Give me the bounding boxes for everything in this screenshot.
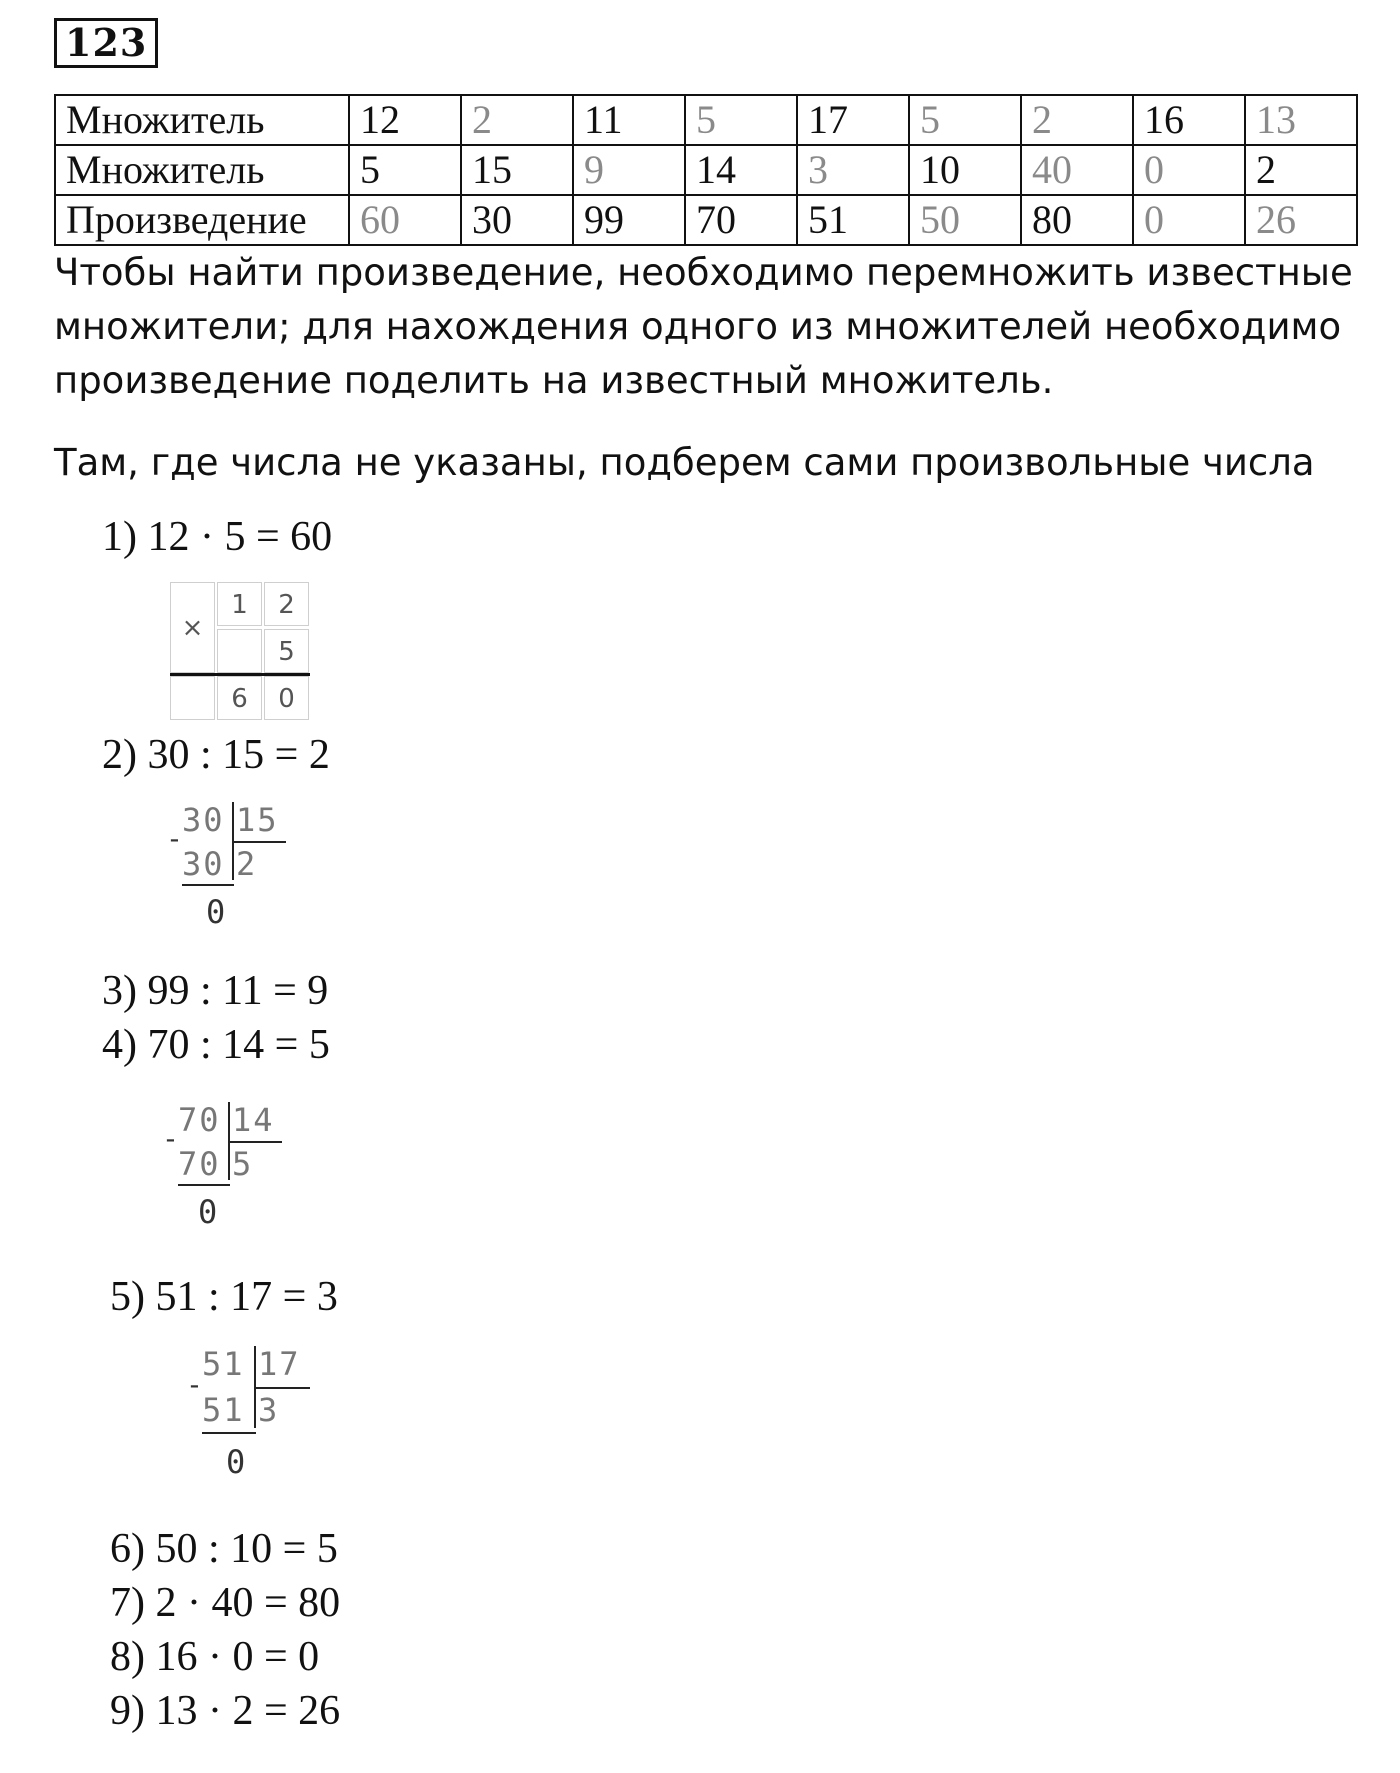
row-label: Произведение bbox=[55, 195, 349, 245]
step-3: 3) 99 : 11 = 9 bbox=[102, 968, 329, 1014]
note-text: Там, где числа не указаны, подберем сами произвольные числа bbox=[54, 441, 1315, 484]
dividend: 70 bbox=[178, 1101, 221, 1139]
table-cell-given: 11 bbox=[573, 95, 685, 145]
table-cell-found: 50 bbox=[909, 195, 1021, 245]
table-cell-given: 15 bbox=[461, 145, 573, 195]
divisor-underline bbox=[228, 1141, 282, 1143]
table-cell-given: 16 bbox=[1133, 95, 1245, 145]
step-2: 2) 30 : 15 = 2 bbox=[102, 732, 330, 778]
explanation-text: Чтобы найти произведение, необходимо перемножить известные множители; для нахождения одного из множителей необходимо произведение поделить на известный множитель. bbox=[54, 251, 1353, 402]
minus-sign: - bbox=[186, 1368, 203, 1401]
mul-bottom-digit: 5 bbox=[264, 629, 309, 673]
row-label: Множитель bbox=[55, 95, 349, 145]
divisor-underline bbox=[232, 841, 286, 843]
task-number: 123 bbox=[54, 18, 158, 68]
table-cell-given: 30 bbox=[461, 195, 573, 245]
table-cell-found: 60 bbox=[349, 195, 461, 245]
dividend: 30 bbox=[182, 801, 225, 839]
table-cell-found: 9 bbox=[573, 145, 685, 195]
table-cell-found: 5 bbox=[909, 95, 1021, 145]
table-cell-given: 12 bbox=[349, 95, 461, 145]
table-cell-found: 2 bbox=[461, 95, 573, 145]
table-cell-found: 13 bbox=[1245, 95, 1357, 145]
table-cell-given: 10 bbox=[909, 145, 1021, 195]
mul-top-digit: 2 bbox=[264, 582, 309, 626]
table-cell-given: 17 bbox=[797, 95, 909, 145]
quotient: 2 bbox=[236, 845, 258, 883]
mul-top-digit: 1 bbox=[217, 582, 262, 626]
mul-result-digit: 0 bbox=[264, 676, 309, 720]
dividend: 51 bbox=[202, 1345, 245, 1383]
subtrahend: 51 bbox=[202, 1391, 245, 1429]
subtrahend: 30 bbox=[182, 845, 225, 883]
step-7: 7) 2 · 40 = 80 bbox=[110, 1580, 341, 1626]
table-cell-found: 40 bbox=[1021, 145, 1133, 195]
long-division-3 bbox=[186, 1346, 326, 1486]
remainder: 0 bbox=[206, 893, 228, 931]
step-8: 8) 16 · 0 = 0 bbox=[110, 1634, 320, 1680]
step-6: 6) 50 : 10 = 5 bbox=[110, 1526, 338, 1572]
divisor: 15 bbox=[236, 801, 279, 839]
remainder: 0 bbox=[226, 1443, 248, 1481]
step-5: 5) 51 : 17 = 3 bbox=[110, 1274, 338, 1320]
multiplication-sign: × bbox=[170, 582, 215, 673]
table-cell-given: 2 bbox=[1245, 145, 1357, 195]
subtrahend-underline bbox=[182, 884, 234, 886]
table-cell-found: 5 bbox=[685, 95, 797, 145]
divisor: 14 bbox=[232, 1101, 275, 1139]
table-cell-given: 14 bbox=[685, 145, 797, 195]
table-cell-given: 99 bbox=[573, 195, 685, 245]
factor-product-table bbox=[54, 94, 1358, 246]
quotient: 5 bbox=[232, 1145, 254, 1183]
minus-sign: - bbox=[166, 822, 183, 855]
long-division-1 bbox=[162, 802, 302, 942]
mul-result-digit: 6 bbox=[217, 676, 262, 720]
table-cell-found: 26 bbox=[1245, 195, 1357, 245]
minus-sign: - bbox=[162, 1122, 179, 1155]
table-row bbox=[55, 195, 1357, 245]
table-row bbox=[55, 95, 1357, 145]
long-division-2 bbox=[162, 1102, 302, 1242]
subtrahend: 70 bbox=[178, 1145, 221, 1183]
subtrahend-underline bbox=[202, 1432, 256, 1434]
table-cell-found: 2 bbox=[1021, 95, 1133, 145]
quotient: 3 bbox=[258, 1391, 280, 1429]
row-label: Множитель bbox=[55, 145, 349, 195]
table-cell-given: 5 bbox=[349, 145, 461, 195]
table-cell-given: 51 bbox=[797, 195, 909, 245]
table-row bbox=[55, 145, 1357, 195]
mul-bottom-digit bbox=[217, 629, 262, 673]
step-9: 9) 13 · 2 = 26 bbox=[110, 1688, 341, 1734]
remainder: 0 bbox=[198, 1193, 220, 1231]
step-4: 4) 70 : 14 = 5 bbox=[102, 1022, 330, 1068]
step-1: 1) 12 · 5 = 60 bbox=[102, 514, 333, 560]
mul-empty-cell bbox=[170, 676, 215, 720]
table-cell-found: 0 bbox=[1133, 145, 1245, 195]
table-cell-found: 0 bbox=[1133, 195, 1245, 245]
table-cell-found: 3 bbox=[797, 145, 909, 195]
divisor: 17 bbox=[258, 1345, 301, 1383]
divisor-underline bbox=[254, 1387, 310, 1389]
table-cell-given: 70 bbox=[685, 195, 797, 245]
table-cell-given: 80 bbox=[1021, 195, 1133, 245]
column-multiplication bbox=[170, 582, 310, 718]
subtrahend-underline bbox=[178, 1184, 230, 1186]
